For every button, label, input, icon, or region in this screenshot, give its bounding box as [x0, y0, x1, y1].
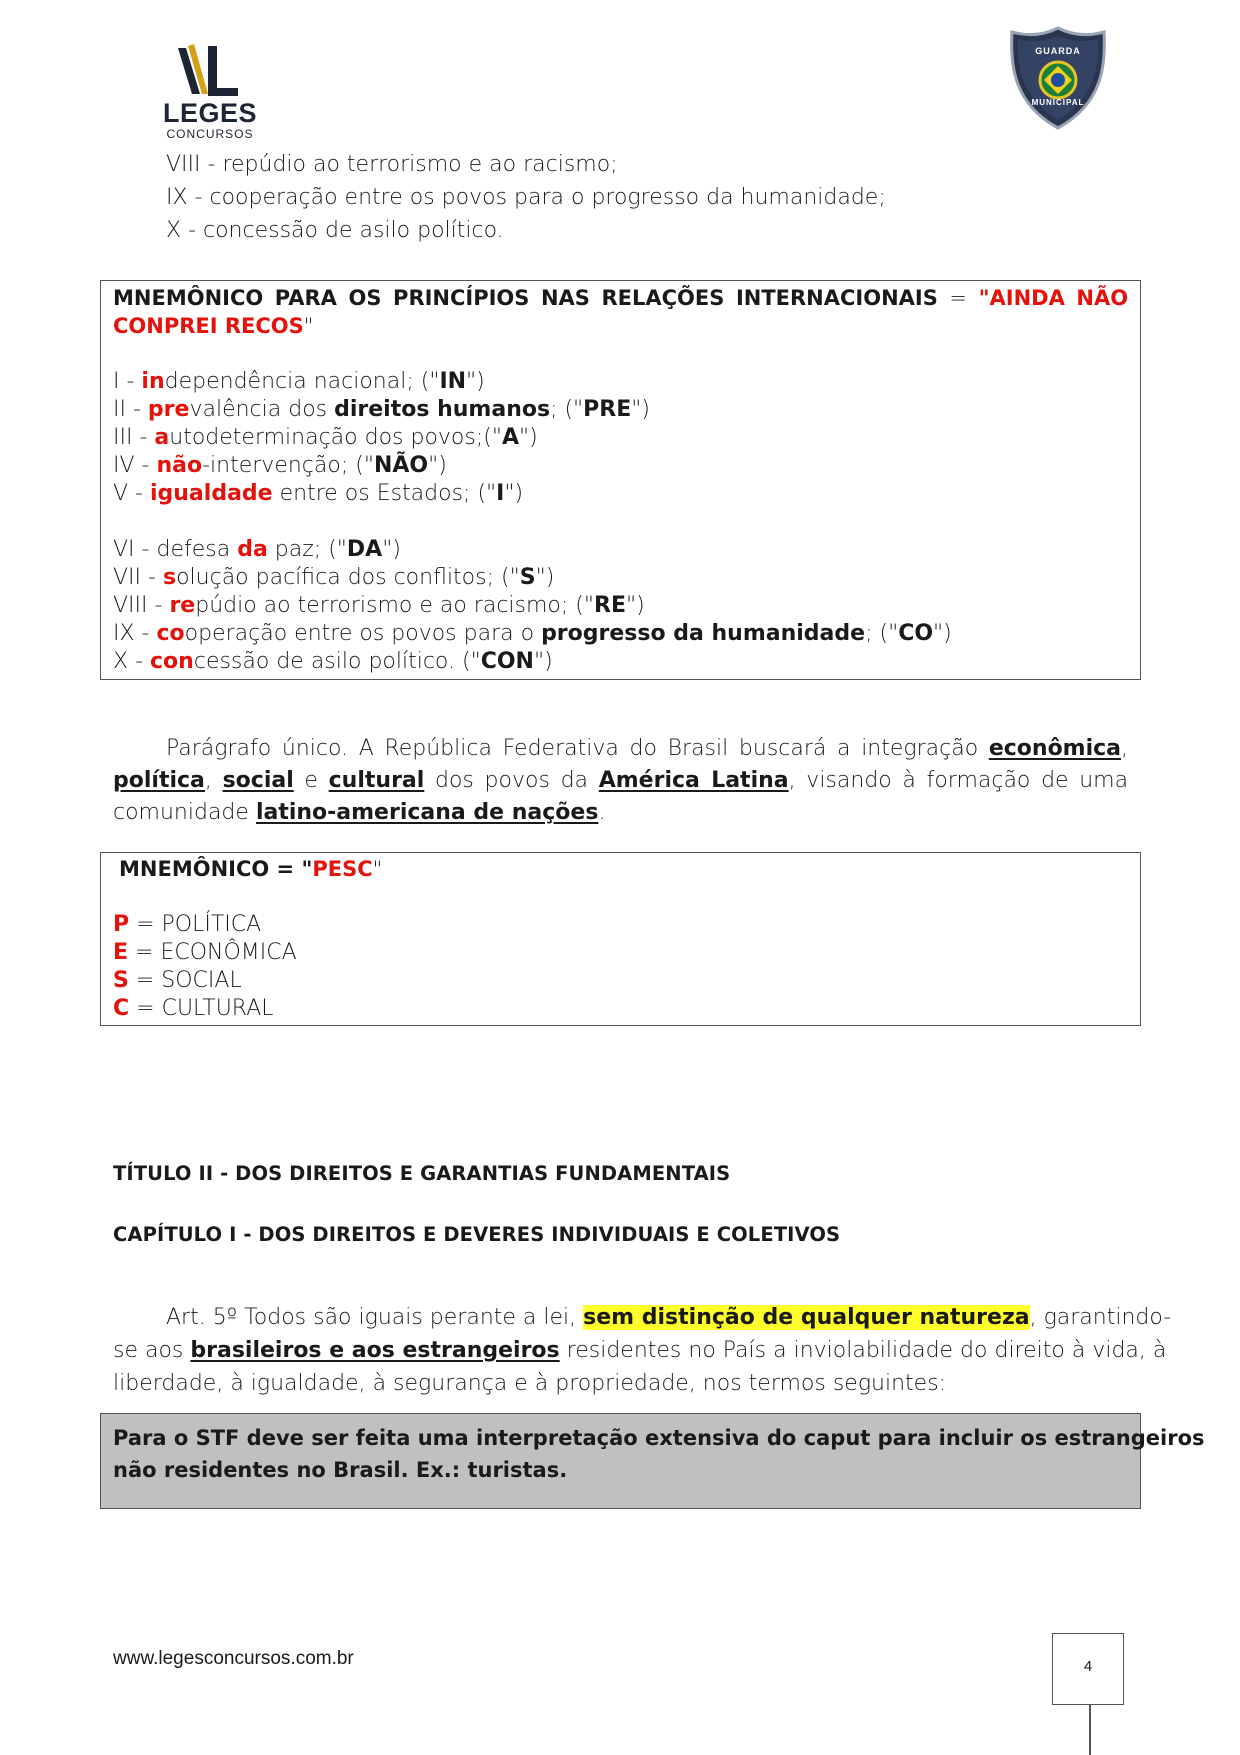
page-number-box: [1052, 1633, 1124, 1705]
logo-brand-text: LEGES: [162, 98, 258, 128]
mnemonic-title-line2: CONPREI RECOS": [113, 314, 314, 338]
principio-item-5: V - igualdade entre os Estados; ("I"): [113, 481, 524, 506]
mnemonic-box-principios: [100, 280, 1141, 680]
page-number-stem: [1089, 1705, 1091, 1755]
principio-item-3: III - autodeterminação dos povos;("A"): [113, 425, 538, 450]
leges-logo-mark-icon: [150, 42, 280, 102]
pesc-item-c: C = CULTURAL: [113, 996, 274, 1021]
paragrafo-line-3: comunidade latino-americana de nações.: [113, 800, 606, 825]
stf-note-line-1: Para o STF deve ser feita uma interpretação extensiva do caput para incluir os estrangeiros: [113, 1426, 1205, 1450]
art5-line-2: se aos brasileiros e aos estrangeiros residentes no País a inviolabilidade do direito à vida, à: [113, 1338, 1167, 1363]
principio-item-4: IV - não-intervenção; ("NÃO"): [113, 453, 447, 478]
principio-item-10: X - concessão de asilo político. ("CON"): [113, 649, 553, 674]
pesc-title: MNEMÔNICO = "PESC": [119, 857, 383, 881]
paragrafo-line-1: Parágrafo único. A República Federativa do Brasil buscará a integração econômica,: [166, 736, 1129, 761]
leges-logo: [150, 42, 280, 142]
principio-item-9: IX - cooperação entre os povos para o progresso da humanidade; ("CO"): [113, 621, 952, 646]
mnemonic-title-line1: MNEMÔNICO PARA OS PRINCÍPIOS NAS RELAÇÕES INTERNACIONAIS = "AINDA NÃO: [113, 286, 1129, 310]
pesc-item-s: S = SOCIAL: [113, 968, 242, 993]
text-line-x: X - concessão de asilo político.: [166, 218, 504, 243]
stf-note-line-2: não residentes no Brasil. Ex.: turistas.: [113, 1458, 568, 1482]
footer-website-link[interactable]: www.legesconcursos.com.br: [113, 1648, 354, 1669]
principio-item-2: II - prevalência dos direitos humanos; ("PRE"): [113, 397, 650, 422]
text-line-ix: IX - cooperação entre os povos para o progresso da humanidade;: [166, 185, 886, 210]
logo-sub-text: CONCURSOS: [166, 127, 254, 141]
pesc-item-p: P = POLÍTICA: [113, 912, 262, 937]
principio-item-7: VII - solução pacífica dos conflitos; ("S"): [113, 565, 555, 590]
page-number: 4: [1083, 1658, 1093, 1675]
paragrafo-line-2: política, social e cultural dos povos da América Latina, visando à formação de uma: [113, 768, 1129, 793]
badge-top-text: GUARDA: [1035, 46, 1081, 56]
art5-line-1: Art. 5º Todos são iguais perante a lei, sem distinção de qualquer natureza, garantindo-: [166, 1305, 1172, 1330]
principio-item-1: I - independência nacional; ("IN"): [113, 369, 485, 394]
capitulo-heading: CAPÍTULO I - DOS DIREITOS E DEVERES INDIVIDUAIS E COLETIVOS: [113, 1223, 841, 1246]
principio-item-6: VI - defesa da paz; ("DA"): [113, 537, 401, 562]
principio-item-8: VIII - repúdio ao terrorismo e ao racismo; ("RE"): [113, 593, 645, 618]
pesc-item-e: E = ECONÔMICA: [113, 940, 297, 965]
titulo-heading: TÍTULO II - DOS DIREITOS E GARANTIAS FUNDAMENTAIS: [113, 1162, 731, 1185]
badge-shield-icon: [1008, 26, 1108, 130]
text-line-viii: VIII - repúdio ao terrorismo e ao racismo;: [166, 152, 618, 177]
guarda-municipal-badge: [1008, 26, 1108, 130]
art5-line-3: liberdade, à igualdade, à segurança e à propriedade, nos termos seguintes:: [113, 1371, 947, 1396]
badge-bottom-text: MUNICIPAL: [1031, 98, 1085, 107]
